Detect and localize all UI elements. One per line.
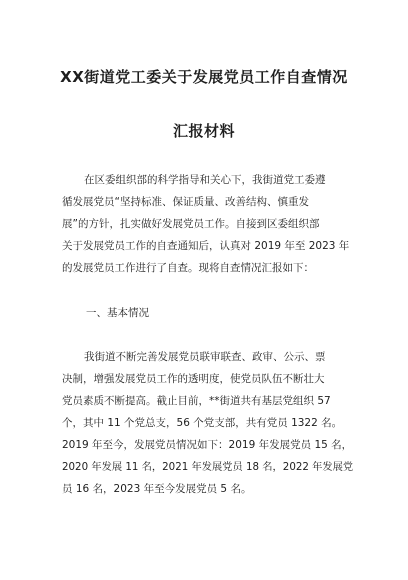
paragraph-line: 在区委组织部的科学指导和关心下，我街道党工委遵 <box>84 174 326 186</box>
paragraph-line: 党员素质不断提高。截止目前，**街道共有基层党组织 57 <box>62 395 331 407</box>
paragraph-line: 2020 年发展 11 名，2021 年发展党员 18 名，2022 年发展党 <box>62 461 354 473</box>
document-title-line-2: 汇报材料 <box>172 122 235 140</box>
paragraph-line: 决制，增强发展党员工作的透明度，使党员队伍不断壮大 <box>62 373 325 385</box>
paragraph-line: 我街道不断完善发展党员联审联查、政审、公示、票 <box>84 351 326 363</box>
paragraph-line: 关于发展党员工作的自查通知后，认真对 2019 年至 2023 年 <box>62 240 350 252</box>
paragraph-line: 2019 年至今，发展党员情况如下：2019 年发展党员 15 名， <box>62 439 353 451</box>
paragraph-line: 的发展党员工作进行了自查。现将自查情况汇报如下： <box>62 262 314 274</box>
paragraph-line: 循发展党员“坚持标准、保证质量、改善结构、慎重发 <box>62 196 309 208</box>
document-title-line-1: XX街道党工委关于发展党员工作自查情况 <box>60 68 348 86</box>
intro-paragraph <box>62 169 358 279</box>
section-heading: 一、基本情况 <box>86 307 149 319</box>
paragraph-line: 员 16 名，2023 年至今发展党员 5 名。 <box>62 483 252 495</box>
section-paragraph <box>62 346 358 500</box>
paragraph-line: 个，其中 11 个党总支，56 个党支部，共有党员 1322 名。 <box>62 417 343 429</box>
paragraph-line: 展”的方针，扎实做好发展党员工作。自接到区委组织部 <box>62 218 320 230</box>
